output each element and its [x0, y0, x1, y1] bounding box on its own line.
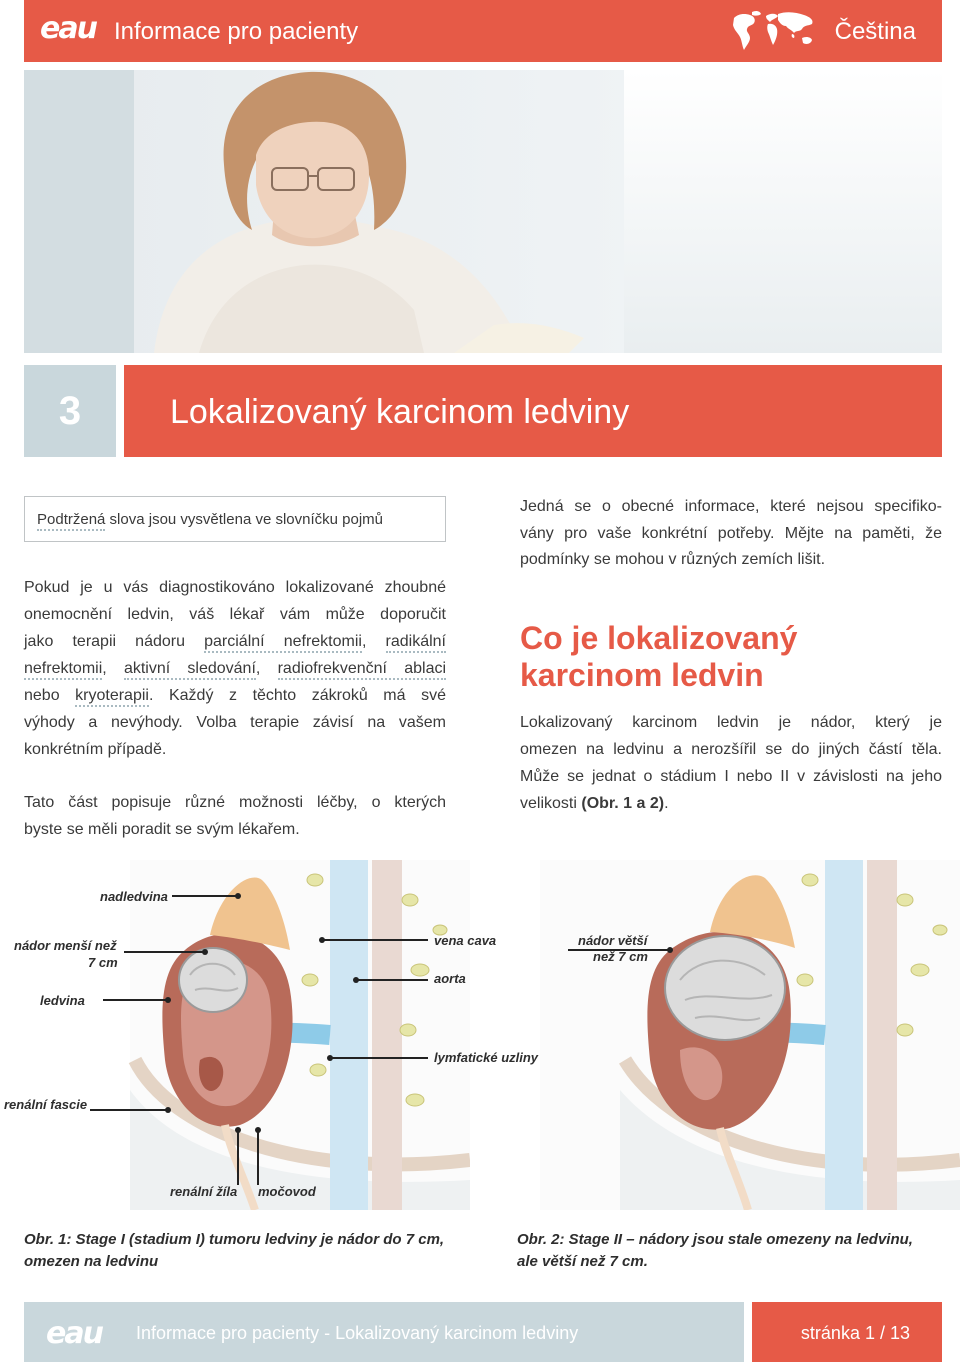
label-renalni-zila: renální žíla	[170, 1184, 238, 1199]
page-number: stránka 1 / 13	[800, 1323, 910, 1343]
right-body	[520, 709, 942, 817]
hero-photo	[24, 70, 942, 353]
glossary-term[interactable]: aktivní sledování	[124, 660, 256, 680]
footer-left	[24, 1302, 744, 1362]
chapter-number: 3	[58, 389, 82, 433]
eau-logo[interactable]: eau	[46, 1316, 102, 1351]
kidney-stage2-illustration	[480, 860, 960, 1210]
paragraph-line: Může se jednat o stádium I nebo II v závislosti na jeho	[520, 768, 942, 785]
left-column	[24, 574, 446, 843]
paragraph-line: Jedná se o obecné informace, které nejsou specifiko-	[520, 498, 942, 515]
label-mocovod: močovod	[258, 1184, 316, 1199]
footer	[24, 1302, 942, 1362]
paragraph-line: onemocnění ledvin, váš lékař vám může doporučit	[24, 606, 446, 623]
label-aorta: aorta	[434, 971, 466, 986]
footer-title: Informace pro pacienty - Lokalizovaný karcinom ledviny	[136, 1323, 579, 1343]
eau-logo[interactable]: eau	[40, 11, 96, 46]
world-map-icon	[730, 8, 818, 54]
label-nador-mensi-2: 7 cm	[88, 955, 118, 970]
paragraph-line: omezen na ledvinu a nerozšířil se do jiných částí těla.	[520, 741, 942, 758]
paragraph-line: byste se měli poradit se svým lékařem.	[24, 821, 300, 838]
paragraph-line: jako terapii nádoru parciální nefrektomii, radikální	[24, 628, 446, 655]
glossary-term[interactable]: Podtržená	[37, 511, 105, 531]
glossary-note-text: Podtržená slova jsou vysvětlena ve slovníčku pojmů	[37, 511, 383, 528]
label-nador-vetsi-2: než 7 cm	[593, 949, 648, 964]
paragraph-line: nebo kryoterapii. Každý z těchto zákroků má své	[24, 682, 446, 709]
figure-reference[interactable]: (Obr. 1 a 2)	[581, 795, 665, 812]
label-renalni-fascie: renální fascie	[4, 1097, 88, 1112]
paragraph-line: velikosti (Obr. 1 a 2).	[520, 795, 669, 812]
footer-page-box	[752, 1302, 942, 1362]
right-intro	[520, 494, 942, 574]
glossary-term[interactable]: parciální nefrektomii	[204, 633, 362, 653]
glossary-term[interactable]: radikální	[386, 633, 446, 653]
header-bar	[24, 0, 942, 62]
figure-2	[480, 860, 960, 1210]
language-label[interactable]: Čeština	[834, 18, 916, 45]
label-nador-mensi-1: nádor menší než	[14, 938, 117, 953]
chapter-title-box	[124, 365, 942, 457]
glossary-note	[24, 496, 446, 542]
header-title: Informace pro pacienty	[114, 18, 359, 45]
glossary-term[interactable]: nefrektomii	[24, 660, 102, 680]
chapter-number-box	[24, 365, 116, 457]
label-ledvina: ledvina	[40, 993, 85, 1008]
paragraph-line: podmínky se mohou v různých zemích lišit.	[520, 551, 826, 568]
kidney-stage1-illustration	[0, 860, 470, 1210]
paragraph-line: nefrektomii, aktivní sledování, radiofrekvenční ablaci	[24, 655, 446, 682]
label-lymfaticke-uzliny: lymfatické uzliny	[434, 1050, 539, 1065]
figure-2-caption: Obr. 2: Stage II – nádory jsou stale omezeny na ledvinu, ale větší než 7 cm.	[517, 1231, 913, 1270]
paragraph-line: Pokud je u vás diagnostikováno lokalizované zhoubné	[24, 579, 446, 596]
paragraph-line: Tato část popisuje různé možnosti léčby, o kterých	[24, 794, 446, 811]
glossary-term[interactable]: radiofrekvenční ablaci	[278, 660, 446, 680]
label-nadledvina: nadledvina	[100, 889, 168, 904]
paragraph-line: konkrétním případě.	[24, 741, 167, 758]
paragraph-line: vány pro vaše konkrétní potřeby. Mějte na paměti, že	[520, 524, 942, 542]
label-vena-cava: vena cava	[434, 933, 497, 948]
paragraph-line: výhody a nevýhody. Volba terapie závisí na vašem	[24, 714, 446, 731]
glossary-term[interactable]: kryoterapii	[75, 687, 149, 707]
paragraph-line: Lokalizovaný karcinom ledvin je nádor, který je	[520, 714, 942, 731]
section-heading: Co je lokalizovaný karcinom ledvin	[520, 620, 798, 693]
figure-1-caption: Obr. 1: Stage I (stadium I) tumoru ledviny je nádor do 7 cm, omezen na ledvinu	[24, 1231, 445, 1270]
label-nador-vetsi-1: nádor větší	[578, 933, 648, 948]
chapter-title: Lokalizovaný karcinom ledviny	[170, 393, 630, 431]
figure-1	[0, 860, 539, 1210]
